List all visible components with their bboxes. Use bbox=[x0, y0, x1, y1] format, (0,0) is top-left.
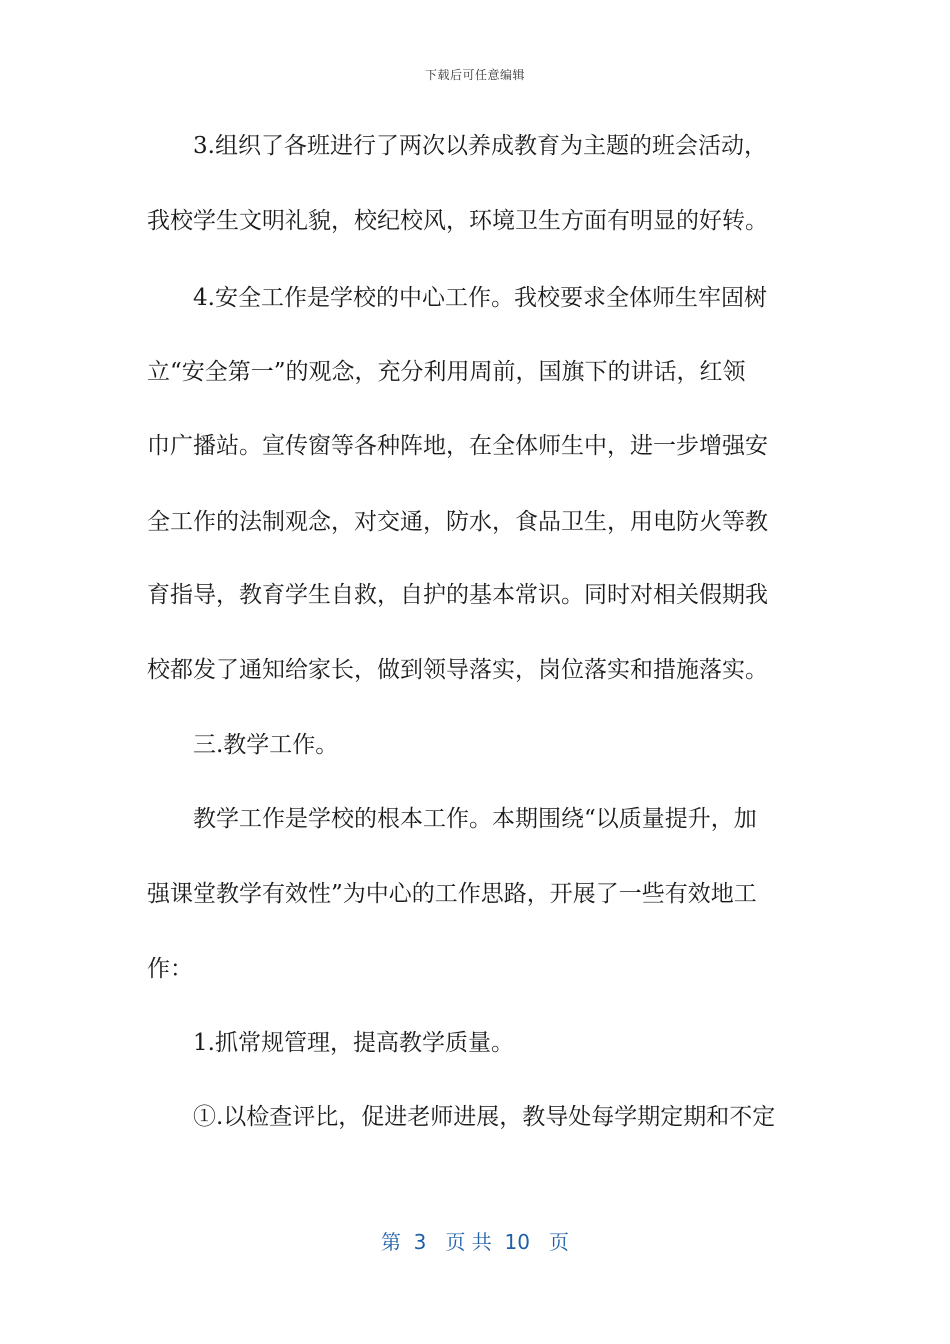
body-line: 我校学生文明礼貌，校纪校风，环境卫生方面有明显的好转。 bbox=[147, 208, 768, 234]
body-line: 4.安全工作是学校的中心工作。我校要求全体师生牢固树 bbox=[193, 285, 767, 311]
body-line: ①.以检查评比，促进老师进展，教导处每学期定期和不定 bbox=[193, 1104, 776, 1130]
subsection-heading: 1.抓常规管理，提高教学质量。 bbox=[193, 1030, 514, 1056]
body-line: 教学工作是学校的根本工作。本期围绕“以质量提升，加 bbox=[193, 806, 757, 832]
body-line: 巾广播站。宣传窗等各种阵地，在全体师生中，进一步增强安 bbox=[147, 433, 768, 459]
body-line: 3.组织了各班进行了两次以养成教育为主题的班会活动， bbox=[193, 133, 767, 159]
body-line: 育指导，教育学生自救，自护的基本常识。同时对相关假期我 bbox=[147, 582, 768, 608]
body-line: 全工作的法制观念，对交通，防水，食品卫生，用电防火等教 bbox=[147, 509, 768, 535]
section-heading: 三.教学工作。 bbox=[193, 732, 339, 758]
page-number-footer: 第 3 页 共 10 页 bbox=[380, 1230, 570, 1254]
body-line: 强课堂教学有效性”为中心的工作思路，开展了一些有效地工 bbox=[147, 881, 757, 907]
body-line: 校都发了通知给家长，做到领导落实，岗位落实和措施落实。 bbox=[147, 657, 768, 683]
body-line: 立“安全第一”的观念，充分利用周前，国旗下的讲话，红领 bbox=[147, 359, 746, 385]
header-note: 下载后可任意编辑 bbox=[424, 68, 525, 82]
body-line: 作： bbox=[147, 956, 193, 982]
